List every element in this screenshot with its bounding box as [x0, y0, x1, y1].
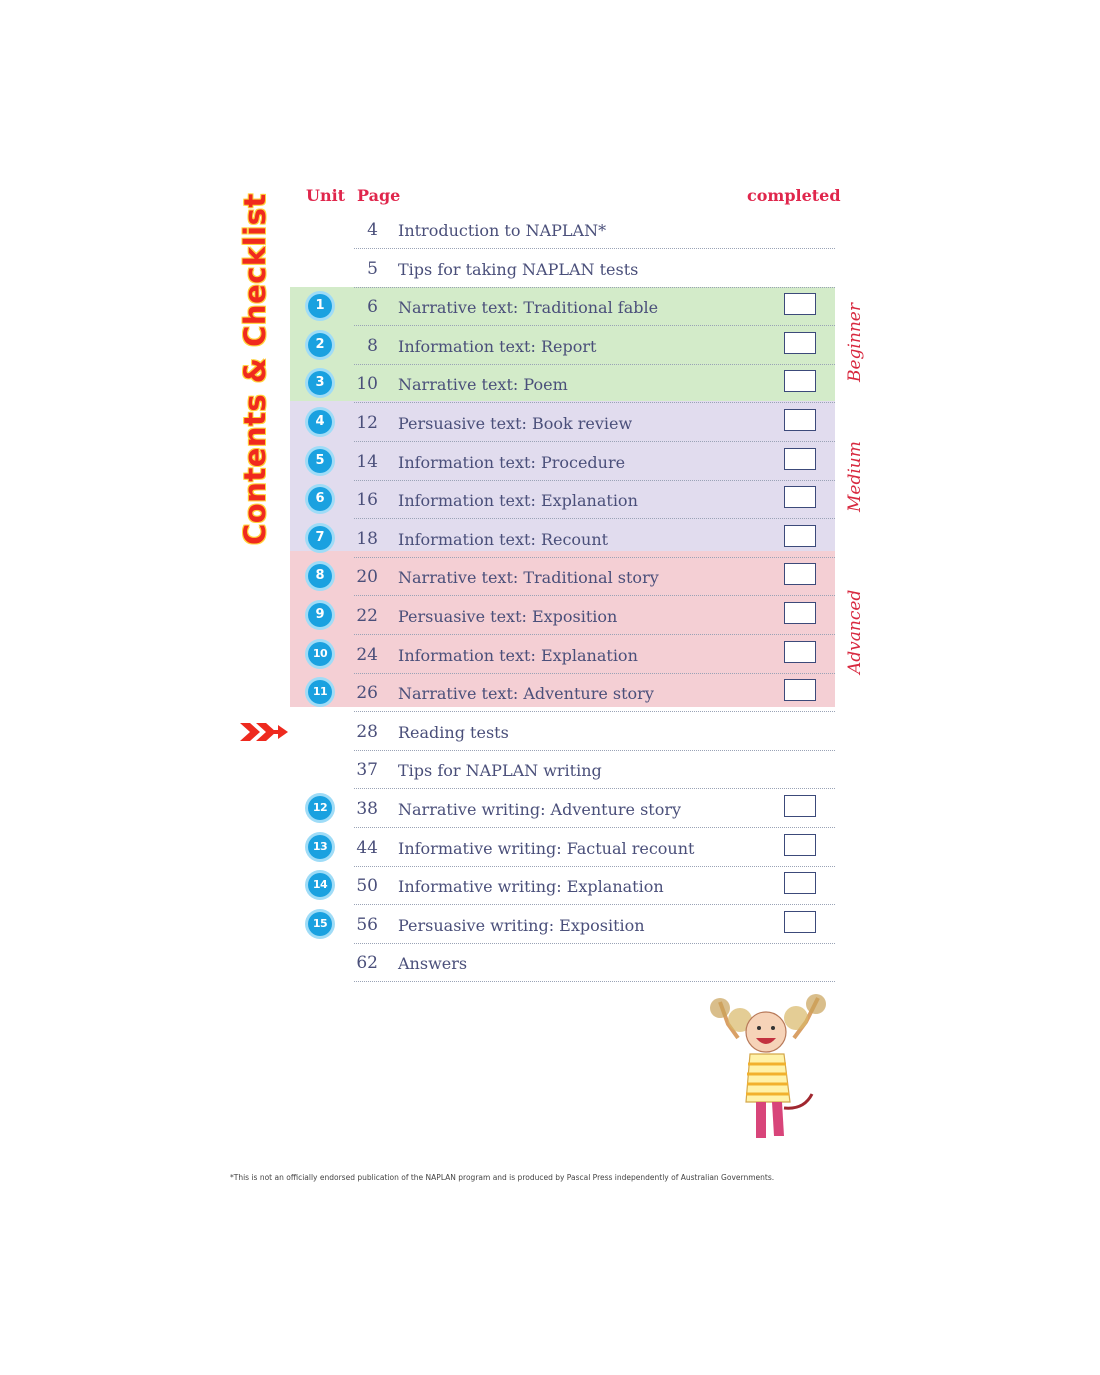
row-title: Informative writing: Factual recount: [398, 838, 695, 858]
contents-row: [290, 443, 835, 481]
page-number: 4: [367, 220, 378, 240]
contents-row: [290, 713, 835, 751]
page-number: 28: [356, 721, 378, 742]
row-title: Answers: [398, 954, 468, 974]
page-number: 22: [356, 606, 378, 626]
contents-row: [290, 558, 835, 596]
unit-badge: 1: [308, 294, 332, 318]
unit-column-header: Unit: [306, 186, 346, 205]
page-number: 10: [356, 374, 378, 395]
completed-checkbox[interactable]: [784, 370, 816, 392]
completed-checkbox[interactable]: [784, 602, 816, 624]
unit-badge: 8: [308, 564, 332, 588]
row-title: Persuasive text: Exposition: [398, 607, 618, 626]
unit-badge: 7: [308, 526, 332, 550]
completed-checkbox[interactable]: [784, 795, 816, 817]
unit-badge: 2: [308, 333, 332, 357]
page-number: 56: [356, 914, 378, 935]
completed-checkbox[interactable]: [784, 525, 816, 547]
completed-checkbox[interactable]: [784, 872, 816, 894]
completed-checkbox[interactable]: [784, 679, 816, 701]
completed-column-header: completed: [747, 186, 841, 205]
completed-checkbox[interactable]: [784, 563, 816, 585]
completed-checkbox[interactable]: [784, 486, 816, 508]
row-title: Information text: Report: [398, 336, 597, 356]
contents-row: [290, 636, 835, 674]
page-title: Contents & Checklist: [238, 193, 272, 545]
row-title: Reading tests: [398, 722, 509, 742]
unit-badge: 11: [308, 680, 332, 704]
unit-badge: 14: [308, 873, 332, 897]
row-title: Narrative text: Poem: [398, 375, 568, 395]
page-number: 50: [356, 876, 378, 897]
unit-badge: 10: [308, 642, 332, 666]
row-title: Information text: Recount: [398, 529, 609, 549]
row-divider: [354, 981, 835, 982]
page-number: 14: [356, 451, 378, 472]
row-title: Informative writing: Explanation: [398, 877, 664, 897]
contents-row: [290, 365, 835, 403]
page-number: 6: [367, 297, 378, 318]
row-title: Information text: Explanation: [398, 645, 638, 665]
page-number: 62: [356, 953, 378, 974]
page-number: 37: [356, 760, 378, 781]
page-number: 8: [367, 335, 378, 356]
page-number: 12: [356, 413, 378, 433]
unit-badge: 9: [308, 603, 332, 627]
row-title: Tips for NAPLAN writing: [398, 761, 602, 781]
contents-row: [290, 867, 835, 905]
contents-row: [290, 288, 835, 326]
level-label-medium: Medium: [845, 441, 865, 512]
completed-checkbox[interactable]: [784, 293, 816, 315]
jumping-girl-illustration: [700, 990, 835, 1150]
completed-checkbox[interactable]: [784, 641, 816, 663]
completed-checkbox[interactable]: [784, 332, 816, 354]
unit-badge: 3: [308, 371, 332, 395]
row-title: Narrative text: Traditional story: [398, 568, 659, 588]
page-number: 18: [356, 528, 378, 549]
footnote: *This is not an officially endorsed publication of the NAPLAN program and is produced by Pascal Press independently of Australian Governments.: [230, 1173, 775, 1182]
completed-checkbox[interactable]: [784, 911, 816, 933]
row-title: Information text: Explanation: [398, 491, 638, 511]
contents-row: [290, 520, 835, 558]
page-number: 5: [367, 258, 378, 279]
page-number: 24: [356, 644, 378, 665]
unit-badge: 12: [308, 796, 332, 820]
contents-row: [290, 211, 835, 249]
contents-row: [290, 944, 835, 982]
row-title: Tips for taking NAPLAN tests: [398, 259, 639, 279]
row-title: Introduction to NAPLAN*: [398, 221, 607, 240]
page-number: 20: [356, 567, 378, 588]
contents-row: [290, 674, 835, 712]
unit-badge: 15: [308, 912, 332, 936]
page-number: 26: [356, 683, 378, 704]
page-number: 38: [356, 799, 378, 819]
row-title: Narrative writing: Adventure story: [398, 800, 682, 819]
page-column-header: Page: [357, 186, 401, 205]
contents-row: [290, 481, 835, 519]
unit-badge: 6: [308, 487, 332, 511]
row-title: Information text: Procedure: [398, 452, 626, 472]
row-title: Persuasive text: Book review: [398, 414, 633, 433]
completed-checkbox[interactable]: [784, 409, 816, 431]
unit-badge: 4: [308, 410, 332, 434]
contents-row: [290, 790, 835, 828]
contents-row: [290, 751, 835, 789]
completed-checkbox[interactable]: [784, 448, 816, 470]
unit-badge: 5: [308, 449, 332, 473]
contents-row: [290, 327, 835, 365]
contents-row: [290, 250, 835, 288]
row-title: Narrative text: Adventure story: [398, 684, 654, 704]
completed-checkbox[interactable]: [784, 834, 816, 856]
contents-row: [290, 597, 835, 635]
double-arrow-icon: [238, 720, 290, 744]
page-number: 44: [356, 837, 378, 858]
row-title: Persuasive writing: Exposition: [398, 915, 645, 935]
contents-row: [290, 829, 835, 867]
page-number: 16: [356, 490, 378, 511]
contents-row: [290, 906, 835, 944]
unit-badge: 13: [308, 835, 332, 859]
row-title: Narrative text: Traditional fable: [398, 298, 659, 318]
level-label-advanced: Advanced: [845, 589, 865, 674]
level-label-beginner: Beginner: [845, 303, 865, 382]
contents-row: [290, 404, 835, 442]
